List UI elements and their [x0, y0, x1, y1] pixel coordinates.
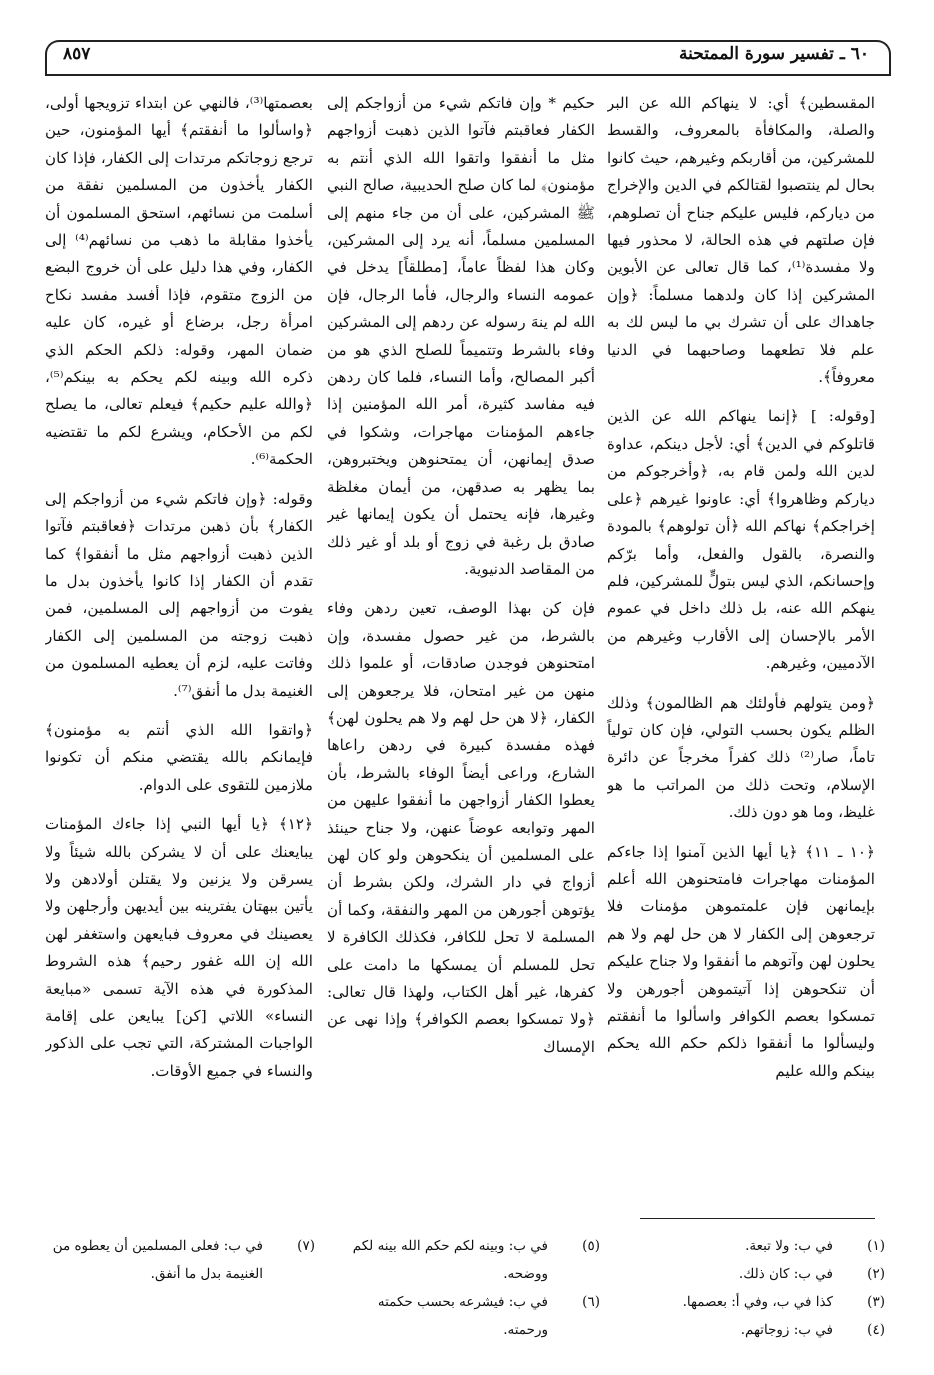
footnote-number: (٣) [867, 1294, 885, 1310]
paragraph: [وقوله: ] ﴿إنما ينهاكم الله عن الذين قاتلوكم في الدين﴾ أي: لأجل دينكم، عداوة لدين الله ولمن قام به، ﴿وأخرجوكم من دياركم وظاهروا﴾ أي: عاونوا غيرهم ﴿على إخراجكم﴾ نهاكم الله ﴿أن تولوهم﴾ بالمودة والنصرة، بالقول والفعل، وأما برّكم وإحسانكم، الذي ليس بتولٍّ للمشركين، فلم ينهكم الله عنه، بل ذلك داخل في عموم الأمر بالإحسان إلى الأقارب وغيرهم من الآدميين، وغيرهم. [607, 407, 875, 673]
footnote-number: (١) [867, 1238, 885, 1254]
footnote-number: (٥) [582, 1238, 600, 1254]
footnote-text: في ب: وبينه لكم حكم الله بينه لكم ووضحه. [352, 1238, 548, 1282]
paragraph: حكيم * وإن فاتكم شيء من أزواجكم إلى الكفار فعاقبتم فآتوا الذين ذهبت أزواجهم مثل ما أنفقوا واتقوا الله الذي أنتم به مؤمنون﴾ لما كان صلح الحديبية، صالح النبي ﷺ المشركين، على أن من جاء منهم إلى المسلمين مسلماً، أنه يرد إلى المشركين، وكان هذا لفظاً عاماً، [مطلقاً] يدخل في عمومه النساء والرجال، فأما الرجال، فإن الله لم ينهَ رسوله عن ردهم إلى المشركين وفاء بالشرط وتتميماً للصلح الذي هو من أكبر المصالح، وأما النساء، فلما كان ردهن فيه مفاسد كثيرة، أمر الله المؤمنين إذا جاءهم المؤمنات مهاجرات، وشكوا في صدق إيمانهن، أن يمتحنوهن ويختبروهن، بما يظهر به صدقهن، من أيمان مغلظة وغيرها، فإنه يحتمل أن يكون إيمانها غير صادق بل رغبة في زوج أو بلد أو غير ذلك من المقاصد الدنيوية. [327, 94, 595, 578]
footnote [615, 1260, 885, 1288]
paragraph: فإن كن بهذا الوصف، تعين ردهن وفاء بالشرط، من غير حصول مفسدة، وإن امتحنوهن فوجدن صادقات، أو علموا ذلك منهن من غير امتحان، فلا يرجعوهن إلى الكفار، ﴿لا هن حل لهم ولا هم يحلون لهن﴾ فهذه مفسدة كبيرة في ردهن راعاها الشارع، وراعى أيضاً الوفاء بالشرط، بأن يعطوا الكفار أزواجهن ما أنفقوا عليهن من المهر وتوابعه عوضاً عنهن، ولا جناح حينئذ على المسلمين أن ينكحوهن ولو كان لهن أزواج في دار الشرك، ولكن بشرط أن يؤتوهن أجورهن من المهر والنفقة، وكما أن المسلمة لا تحل للكافر، فكذلك الكافرة لا تحل للمسلم أن يمسكها ما دامت على كفرها، غير أهل الكتاب، ولهذا قال تعالى: ﴿ولا تمسكوا بعصم الكوافر﴾ وإذا نهى عن الإمساك [327, 599, 595, 1056]
footnotes-right [615, 1232, 885, 1344]
footnote-text: كذا في ب، وفي أ: بعصمها. [682, 1294, 833, 1310]
text-column-right [607, 90, 875, 1210]
text-column-middle [327, 90, 595, 1210]
footnote-text: في ب: فعلى المسلمين أن يعطوه من الغنيمة بدل ما أنفق. [52, 1238, 263, 1282]
footnote [615, 1288, 885, 1316]
paragraph: ﴿١٢﴾ ﴿يا أيها النبي إذا جاءك المؤمنات يبايعنك على أن لا يشركن بالله شيئاً ولا يسرقن ولا يزنين ولا يقتلن أولادهن ولا يأتين ببهتان يفترينه بين أيديهن وأرجلهن ولا يعصينك في معروف فبايعهن واستغفر لهن الله إن الله غفور رحيم﴾ هذه الشروط المذكورة في هذه الآية تسمى «مبايعة النساء» اللاتي [كن] يبايعن على إقامة الواجبات المشتركة، التي تجب على الذكور والنساء في جميع الأوقات. [45, 815, 313, 1080]
footnotes-left [45, 1232, 315, 1288]
text-column-left [45, 90, 313, 1210]
paragraph: المقسطين﴾ أي: لا ينهاكم الله عن البر والصلة، والمكافأة بالمعروف، والقسط للمشركين، من أقاربكم وغيرهم، حيث كانوا بحال لم ينتصبوا لقتالكم في الدين والإخراج من دياركم، فليس عليكم جناح أن تصلوهم، فإن صلتهم في هذه الحالة، لا محذور فيها ولا مفسدة⁽¹⁾، كما قال تعالى عن الأبوين المشركين إذا كان ولدهما مسلماً: ﴿وإن جاهداك على أن تشرك بي ما ليس لك به علم فلا تطعهما وصاحبهما في الدنيا معروفاً﴾. [607, 94, 875, 387]
footnote-text: في ب: ولا تبعة. [745, 1238, 833, 1254]
running-title: ٦٠ ـ تفسير سورة الممتحنة [679, 44, 869, 64]
footnote [45, 1232, 315, 1288]
footnote-number: (٤) [867, 1322, 885, 1338]
footnote-number: (٧) [297, 1238, 315, 1254]
paragraph: ﴿واتقوا الله الذي أنتم به مؤمنون﴾ فإيمانكم بالله يقتضي منكم أن تكونوا ملازمين للتقوى على الدوام. [45, 720, 313, 794]
footnote-text: في ب: زوجاتهم. [740, 1322, 833, 1338]
footnote [330, 1232, 600, 1288]
footnote-text: في ب: كان ذلك. [738, 1266, 833, 1282]
page-header [45, 40, 887, 78]
footnote [330, 1288, 600, 1344]
paragraph: وقوله: ﴿وإن فاتكم شيء من أزواجكم إلى الكفار﴾ بأن ذهبن مرتدات ﴿فعاقبتم فآتوا الذين ذهبت أزواجهم مثل ما أنفقوا﴾ كما تقدم أن الكفار إذا كانوا يأخذون بدل ما يفوت من أزواجهم إلى المسلمين، فمن ذهبت زوجته من المسلمين إلى الكفار وفاتت عليه، لزم أن يعطيه المسلمون من الغنيمة بدل ما أنفق⁽⁷⁾. [45, 489, 313, 700]
footnote-text: في ب: فيشرعه بحسب حكمته ورحمته. [377, 1294, 548, 1338]
footnotes-middle [330, 1232, 600, 1344]
paragraph: ﴿ومن يتولهم فأولئك هم الظالمون﴾ وذلك الظلم يكون بحسب التولي، فإن كان تولياً تاماً، صار⁽²⁾ ذلك كفراً مخرجاً عن دائرة الإسلام، وتحت ذلك من المراتب ما هو غليظ، وما هو دون ذلك. [607, 693, 875, 822]
footnote [615, 1232, 885, 1260]
header-rule [45, 74, 891, 76]
footnote-rule [640, 1218, 875, 1219]
paragraph: ﴿١٠ ـ ١١﴾ ﴿يا أيها الذين آمنوا إذا جاءكم المؤمنات مهاجرات فامتحنوهن الله أعلم بإيمانهن فإن علمتموهن مؤمنات فلا ترجعوهن إلى الكفار لا هن حل لهم ولا هم يحلون لهن وآتوهم ما أنفقوا ولا جناح عليكم أن تنكحوهن إذا آتيتموهن أجورهن ولا تمسكوا بعصم الكوافر واسألوا ما أنفقتم وليسألوا ما أنفقوا ذلكم حكم الله يحكم بينكم والله عليم [607, 842, 875, 1080]
footnote [615, 1316, 885, 1344]
paragraph: بعصمتها⁽³⁾، فالنهي عن ابتداء تزويجها أولى، ﴿واسألوا ما أنفقتم﴾ أيها المؤمنون، حين ترجع زوجاتكم مرتدات إلى الكفار، فإذا كان الكفار يأخذون من المسلمين نفقة من أسلمت من نسائهم، استحق المسلمون أن يأخذوا مقابلة ما ذهب من نسائهم⁽⁴⁾ إلى الكفار، وفي هذا دليل على أن خروج البضع من الزوج متقوم، فإذا أفسد مفسد نكاح امرأة رجل، برضاع أو غيره، كان عليه ضمان المهر، وقوله: ذلكم الحكم الذي ذكره الله وبينه لكم يحكم به بينكم⁽⁵⁾، ﴿والله عليم حكيم﴾ فيعلم تعالى، ما يصلح لكم من الأحكام، ويشرع لكم ما تقتضيه الحكمة⁽⁶⁾. [45, 94, 313, 469]
footnote-number: (٦) [582, 1294, 600, 1310]
page-number: ٨٥٧ [63, 44, 91, 64]
footnote-number: (٢) [867, 1266, 885, 1282]
